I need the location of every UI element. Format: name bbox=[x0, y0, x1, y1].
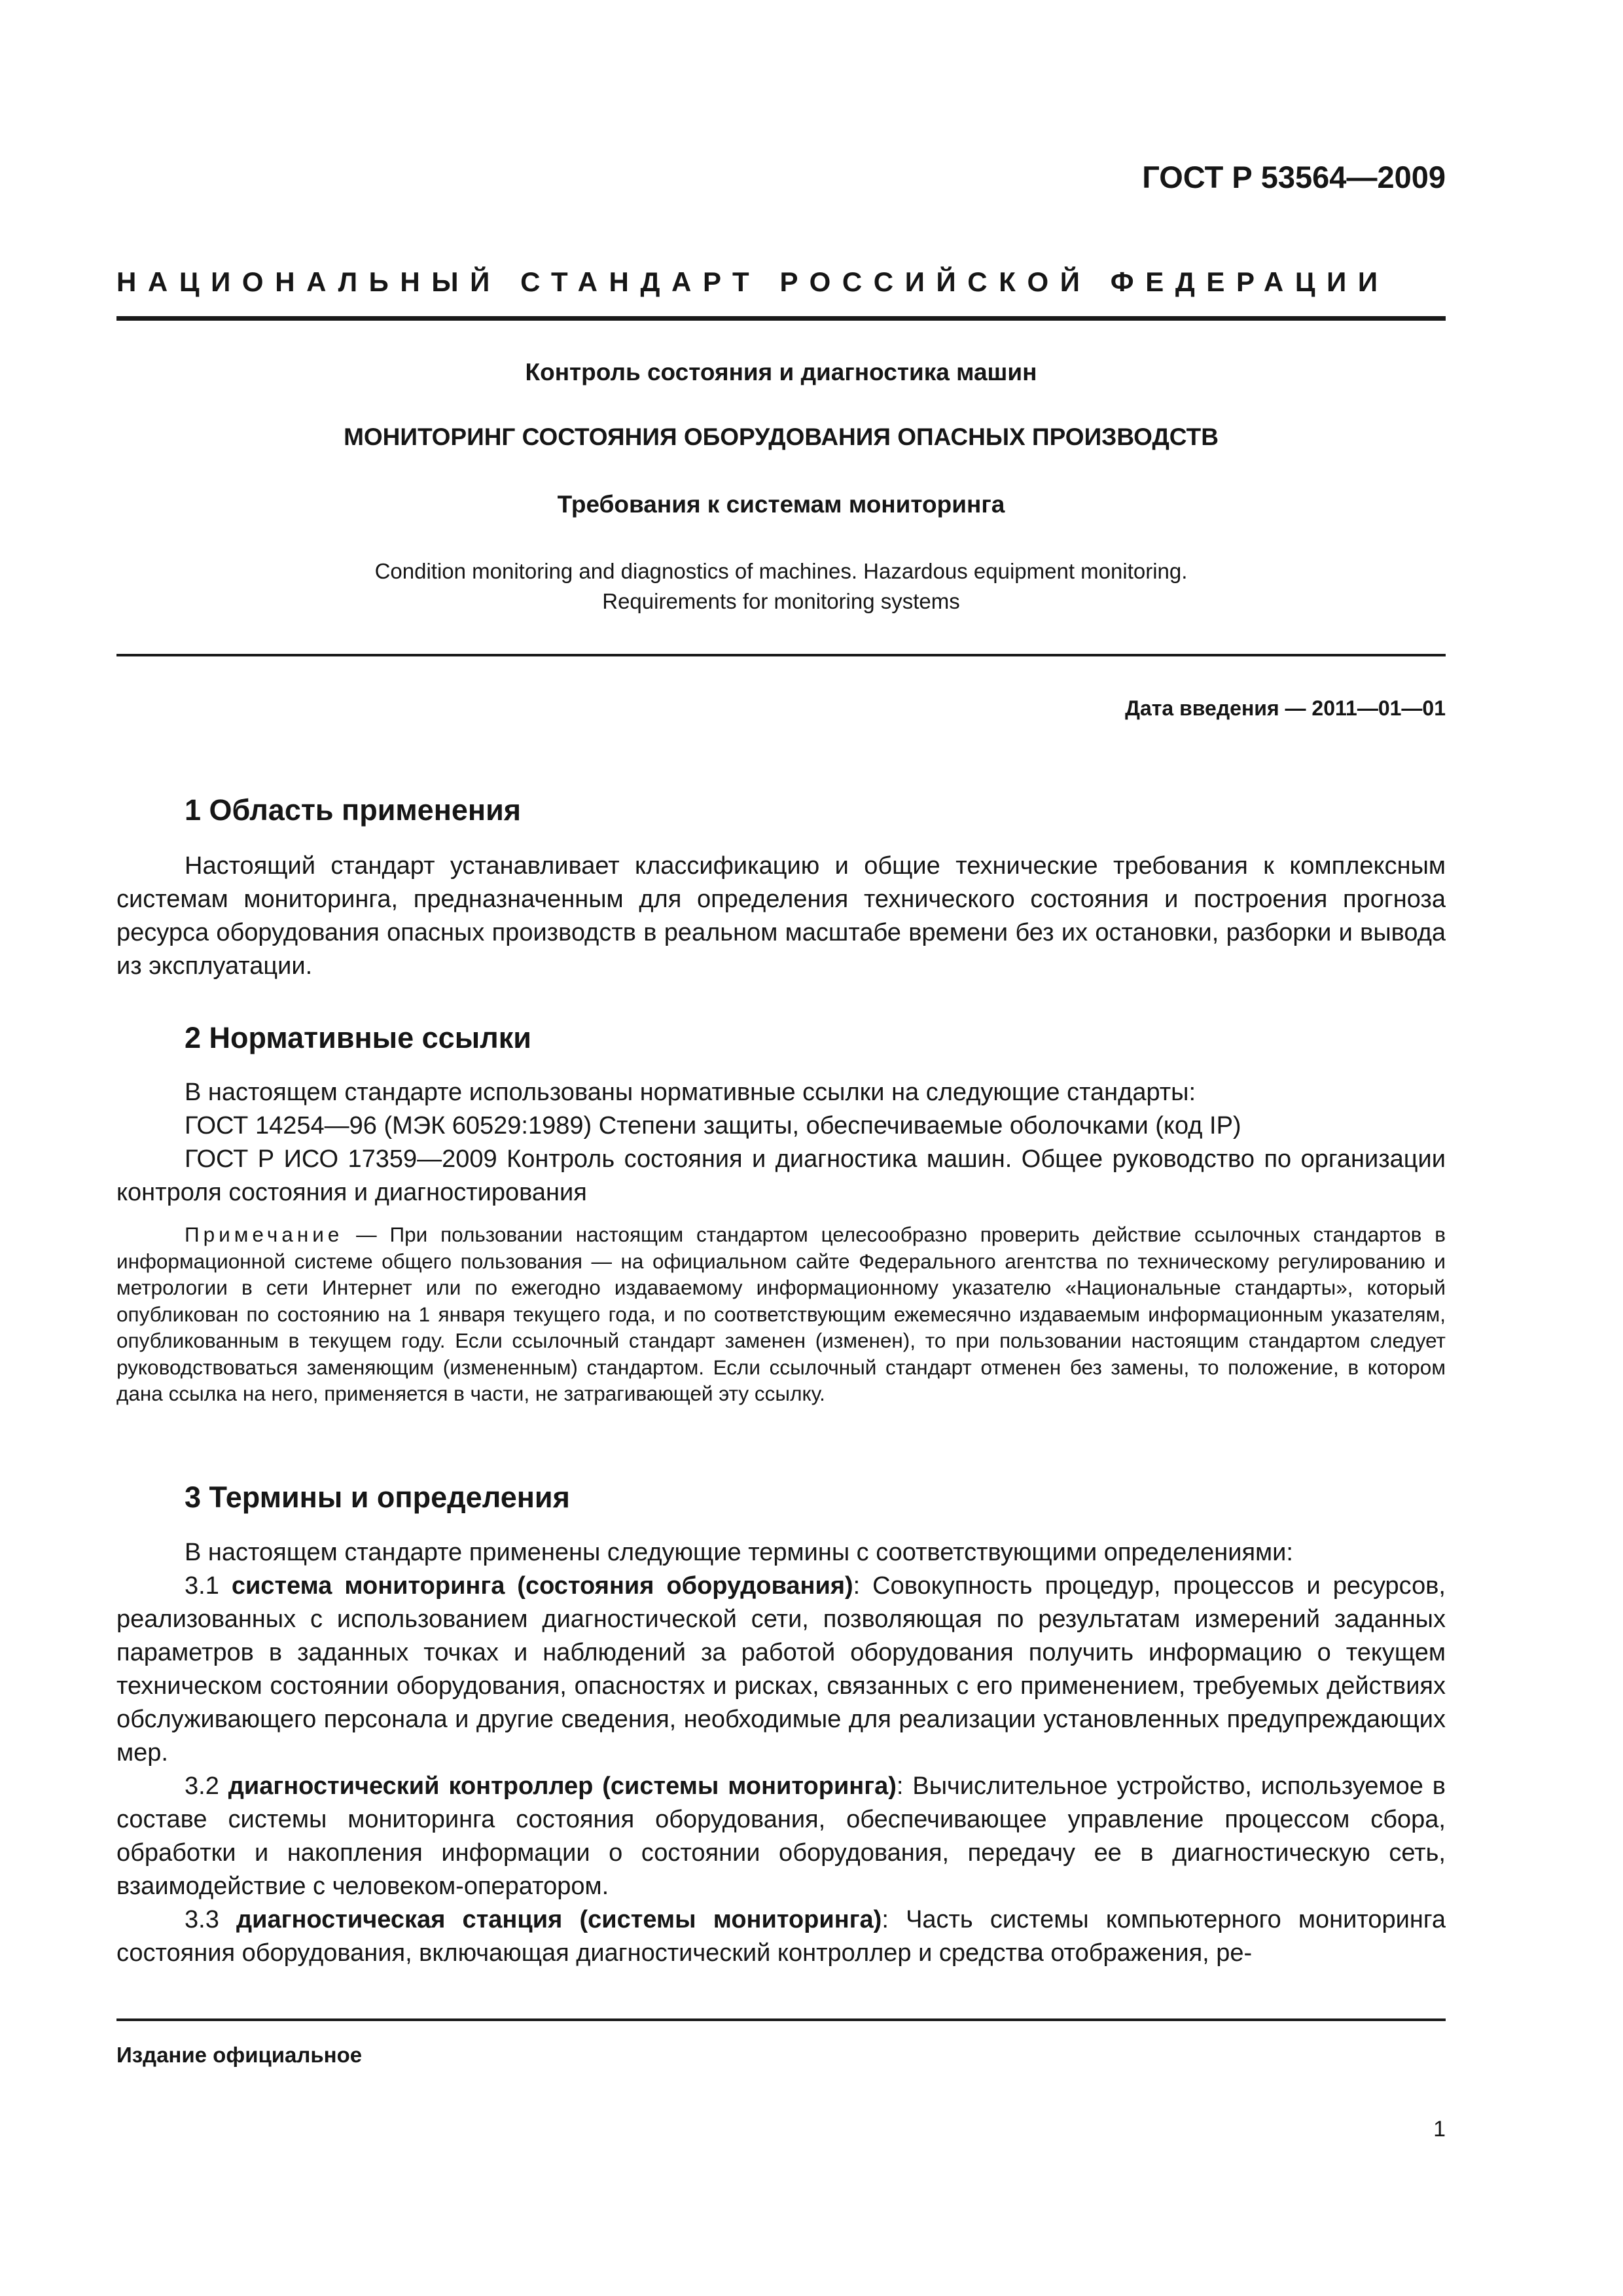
term-number: 3.2 bbox=[185, 1772, 228, 1800]
term-number: 3.3 bbox=[185, 1906, 237, 1933]
section-1-paragraph: Настоящий стандарт устанавливает классификацию и общие технические требования к комплексным системам мониторинга, предназначенным для определения технического состояния и построения прогноза ресурса оборудования опасных производств в реальном масштабе времени без их остановки, разборки и вывода из эксплуатации. bbox=[116, 852, 1446, 980]
reference-1: ГОСТ 14254—96 (МЭК 60529:1989) Степени защиты, обеспечиваемые оболочками (код IP) bbox=[185, 1112, 1241, 1139]
term-definition: : Совокупность процедур, процессов и ресурсов, реализованных с использованием диагностической сети, позволяющая по результатам измерений заданных параметров в заданных точках и наблюдений за работой оборудования получить информацию о текущем техническом состоянии оборудования, опасностях и рисках, связанных с его применением, требуемых действиях обслуживающего персонала и другие сведения, необходимые для реализации установленных предупреждающих мер. bbox=[116, 1572, 1446, 1767]
section-1-text-block bbox=[116, 850, 1446, 983]
general-title: Контроль состояния и диагностика машин bbox=[525, 359, 1037, 386]
term-definition: : Вычислительное устройство, используемое в составе системы мониторинга состояния оборудования, обеспечивающее управление процессом сбора, обработки и накопления информации о состоянии оборудования, передачу ее в диагностическую сеть, взаимодействие с человеком-оператором. bbox=[116, 1772, 1446, 1900]
note-paragraph bbox=[116, 1221, 1446, 1407]
note-block bbox=[116, 1221, 1446, 1407]
english-title-line2: Requirements for monitoring systems bbox=[602, 589, 960, 613]
national-standard-heading: НАЦИОНАЛЬНЫЙ СТАНДАРТ РОССИЙСКОЙ ФЕДЕРАЦИИ bbox=[116, 266, 1389, 297]
english-title bbox=[116, 556, 1446, 617]
section-2-intro: В настоящем стандарте использованы нормативные ссылки на следующие стандарты: bbox=[185, 1079, 1196, 1106]
note-label: Примечание bbox=[185, 1223, 344, 1246]
term-name: система мониторинга (состояния оборудования) bbox=[231, 1572, 853, 1600]
title-divider bbox=[116, 654, 1446, 656]
english-title-line1: Condition monitoring and diagnostics of machines. Hazardous equipment monitoring. bbox=[374, 559, 1188, 583]
section-2-text-block bbox=[116, 1076, 1446, 1210]
term-3-3 bbox=[116, 1903, 1446, 1970]
introduction-date: Дата введения — 2011—01—01 bbox=[1125, 696, 1446, 720]
section-2-heading: 2 Нормативные ссылки bbox=[185, 1021, 531, 1054]
term-definition: : Часть системы компьютерного мониторинга состояния оборудования, включающая диагностический контроллер и средства отображения, ре- bbox=[116, 1906, 1446, 1967]
section-3-intro: В настоящем стандарте применены следующие термины с соответствующими определениями: bbox=[185, 1539, 1293, 1566]
term-number: 3.1 bbox=[185, 1572, 232, 1600]
term-name: диагностический контроллер (системы мониторинга) bbox=[228, 1772, 897, 1800]
term-3-2 bbox=[116, 1770, 1446, 1903]
section-3-heading: 3 Термины и определения bbox=[185, 1480, 570, 1514]
main-title: МОНИТОРИНГ СОСТОЯНИЯ ОБОРУДОВАНИЯ ОПАСНЫХ ПРОИЗВОДСТВ bbox=[344, 423, 1219, 450]
page-number: 1 bbox=[1433, 2117, 1446, 2142]
gost-number: ГОСТ Р 53564—2009 bbox=[1142, 160, 1446, 194]
term-3-1 bbox=[116, 1570, 1446, 1770]
section-3-text-block bbox=[116, 1536, 1446, 1970]
footer-divider bbox=[116, 2018, 1446, 2021]
reference-2: ГОСТ Р ИСО 17359—2009 Контроль состояния и диагностика машин. Общее руководство по организации контроля состояния и диагностирования bbox=[116, 1145, 1446, 1206]
subtitle: Требования к системам мониторинга bbox=[557, 491, 1005, 518]
section-1-heading: 1 Область применения bbox=[185, 793, 522, 827]
edition-label: Издание официальное bbox=[116, 2043, 363, 2067]
term-name: диагностическая станция (системы мониторинга) bbox=[236, 1906, 882, 1933]
note-text: — При пользовании настоящим стандартом целесообразно проверить действие ссылочных стандартов в информационной системе общего пользования — на официальном сайте Федерального агентства по техническому регулированию и метрологии в сети Интернет или по ежегодно издаваемому информационному указателю «Национальные стандарты», который опубликован по состоянию на 1 января текущего года, и по соответствующим ежемесячно издаваемым информационным указателям, опубликованным в текущем году. Если ссылочный стандарт заменен (изменен), то при пользовании настоящим стандартом следует руководствоваться заменяющим (измененным) стандартом. Если ссылочный стандарт отменен без замены, то положение, в котором дана ссылка на него, применяется в части, не затрагивающей эту ссылку. bbox=[116, 1223, 1446, 1405]
header-divider bbox=[116, 316, 1446, 321]
